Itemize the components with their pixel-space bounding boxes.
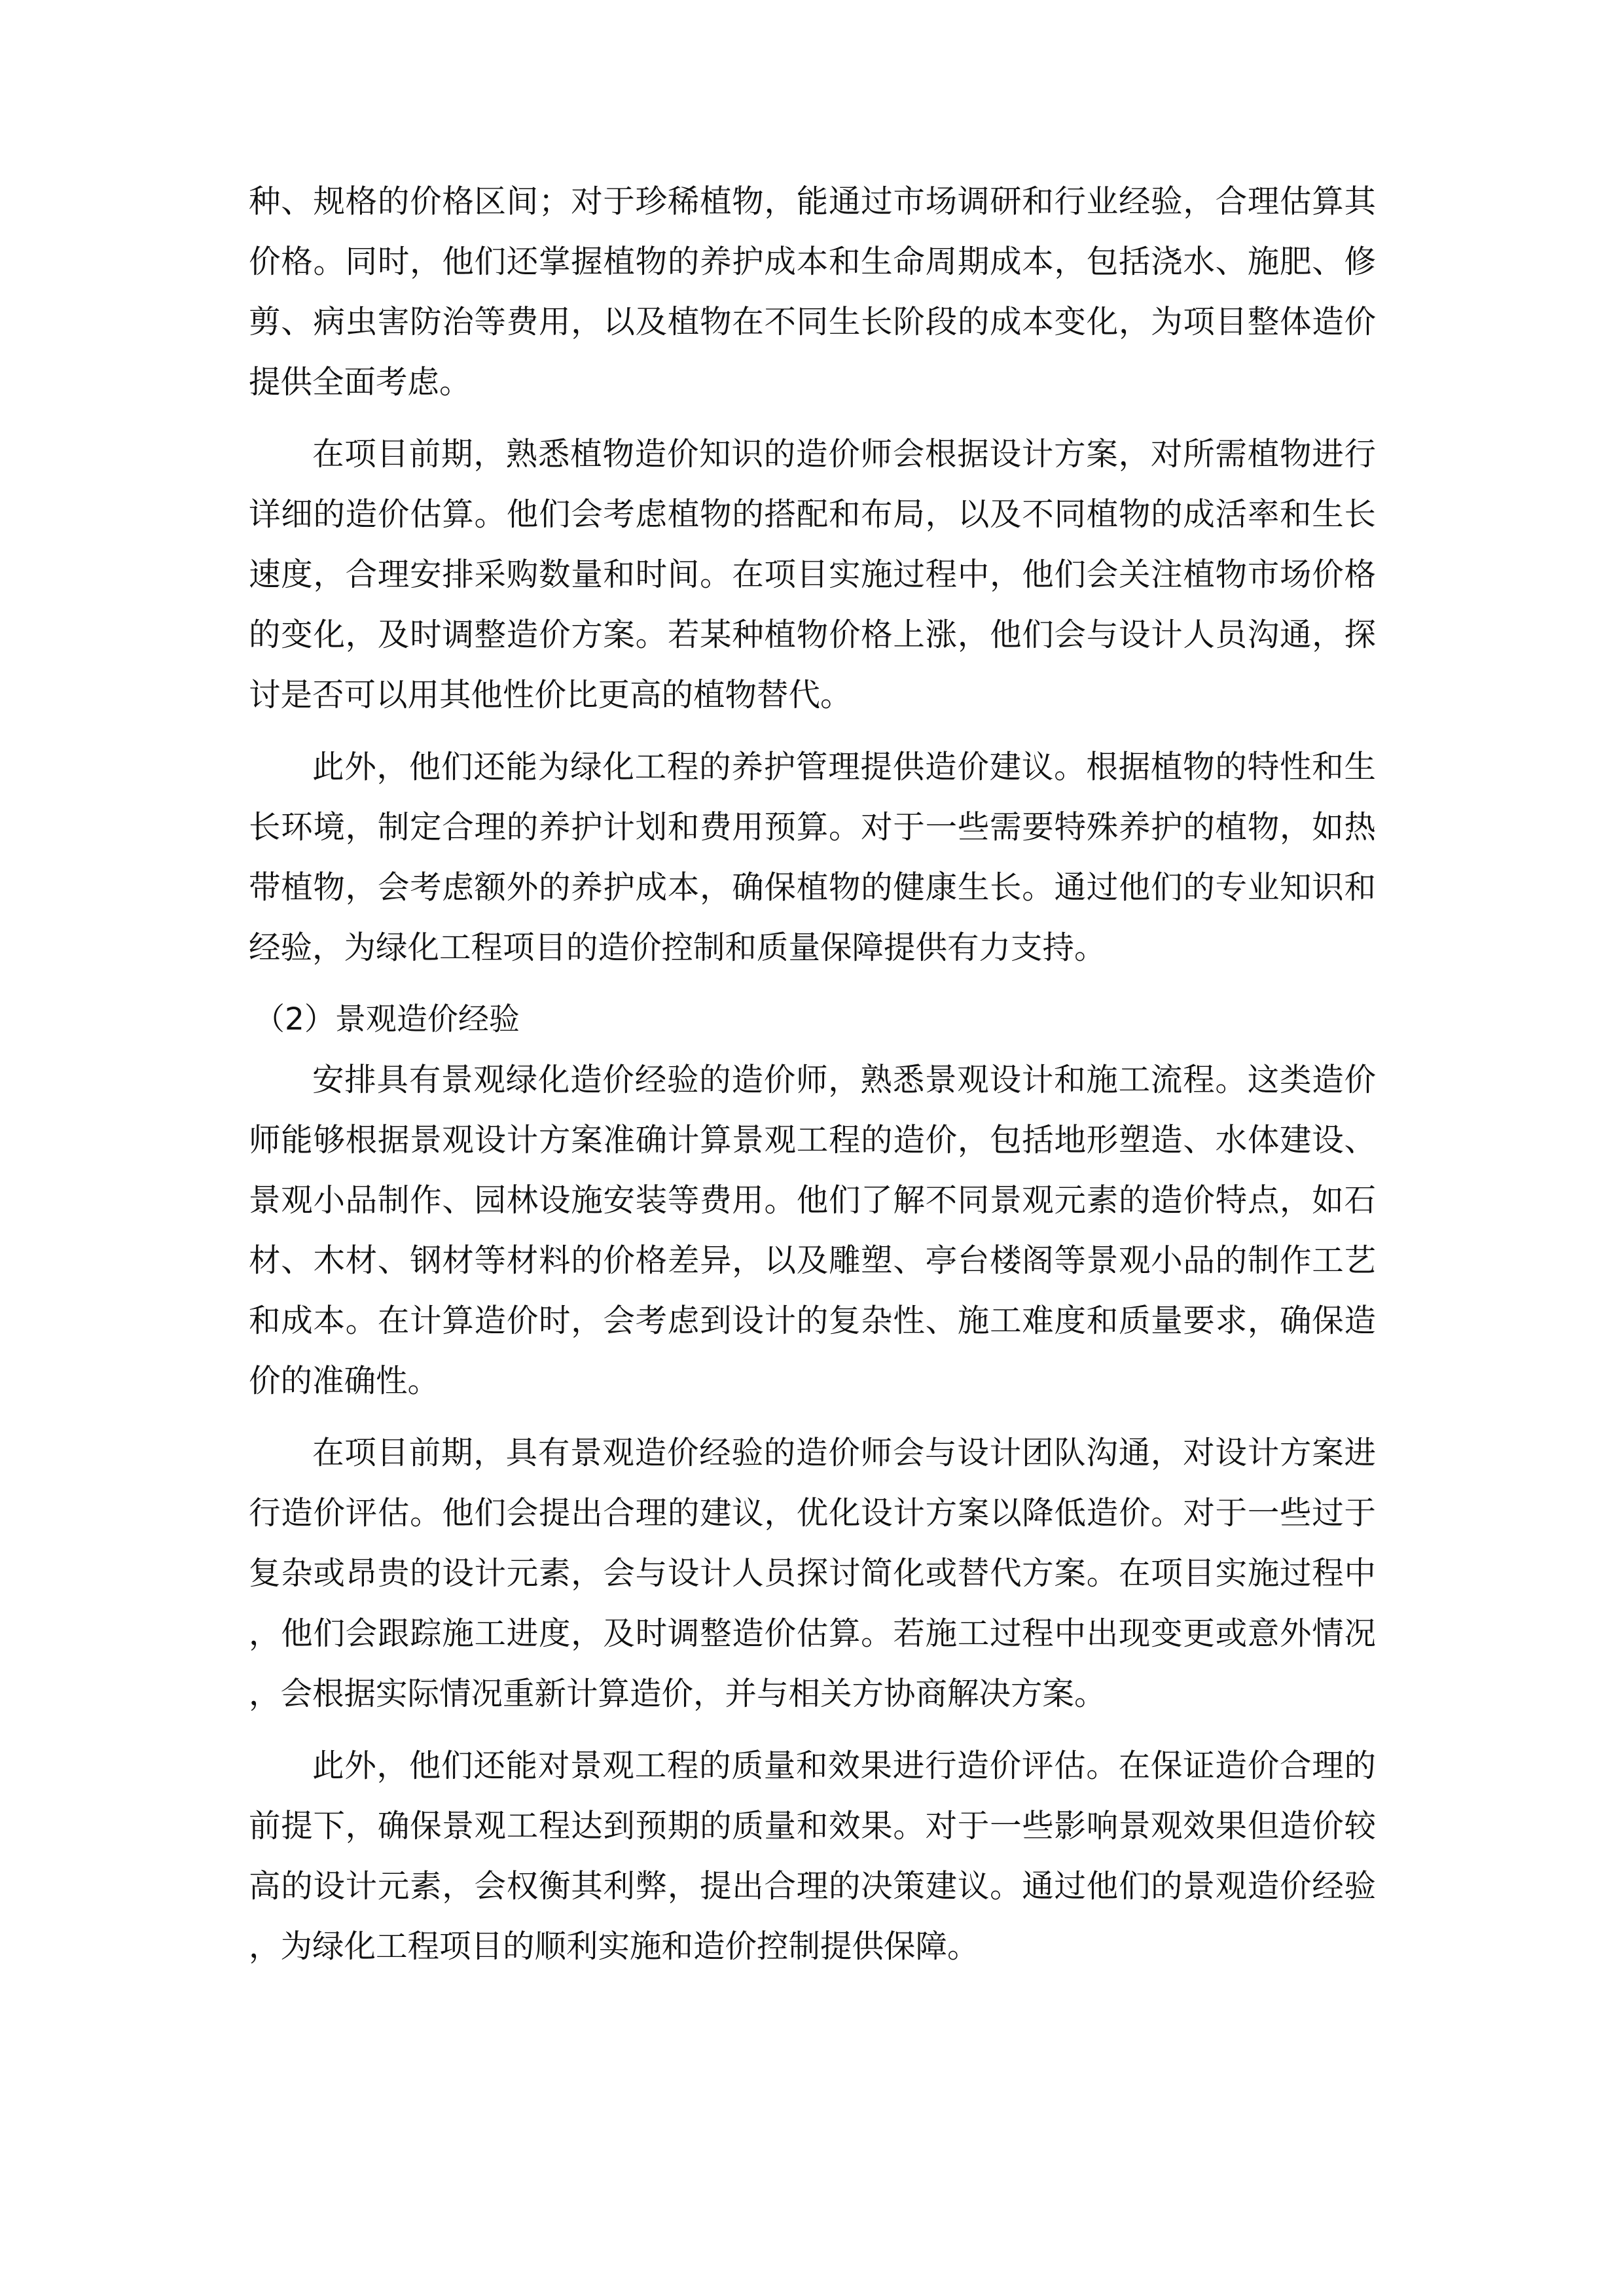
section-heading: （2）景观造价经验 <box>254 1001 520 1037</box>
paragraph-1: 种、规格的价格区间；对于珍稀植物，能通过市场调研和行业经验，合理估算其价格。同时，他们还掌握植物的养护成本和生命周期成本，包括浇水、施肥、修剪、病虫害防治等费用，以及植物在不同生长阶段的成本变化，为项目整体造价提供全面考虑。 <box>249 183 1376 401</box>
document-page <box>249 171 1376 1988</box>
paragraph-3: 此外，他们还能为绿化工程的养护管理提供造价建议。根据植物的特性和生长环境，制定合理的养护计划和费用预算。对于一些需要特殊养护的植物，如热带植物，会考虑额外的养护成本，确保植物的健康生长。通过他们的专业知识和经验，为绿化工程项目的造价控制和质量保障提供有力支持。 <box>249 749 1376 966</box>
paragraph-5: 在项目前期，具有景观造价经验的造价师会与设计团队沟通，对设计方案进行造价评估。他们会提出合理的建议，优化设计方案以降低造价。对于一些过于复杂或昂贵的设计元素，会与设计人员探讨简化或替代方案。在项目实施过程中，他们会跟踪施工进度，及时调整造价估算。若施工过程中出现变更或意外情况，会根据实际情况重新计算造价，并与相关方协商解决方案。 <box>249 1435 1376 1712</box>
paragraph-2: 在项目前期，熟悉植物造价知识的造价师会根据设计方案，对所需植物进行详细的造价估算。他们会考虑植物的搭配和布局，以及不同植物的成活率和生长速度，合理安排采购数量和时间。在项目实施过程中，他们会关注植物市场价格的变化，及时调整造价方案。若某种植物价格上涨，他们会与设计人员沟通，探讨是否可以用其他性价比更高的植物替代。 <box>249 436 1376 713</box>
paragraph-6: 此外，他们还能对景观工程的质量和效果进行造价评估。在保证造价合理的前提下，确保景观工程达到预期的质量和效果。对于一些影响景观效果但造价较高的设计元素，会权衡其利弊，提出合理的决策建议。通过他们的景观造价经验，为绿化工程项目的顺利实施和造价控制提供保障。 <box>249 1748 1376 1965</box>
paragraph-4: 安排具有景观绿化造价经验的造价师，熟悉景观设计和施工流程。这类造价师能够根据景观设计方案准确计算景观工程的造价，包括地形塑造、水体建设、景观小品制作、园林设施安装等费用。他们了解不同景观元素的造价特点，如石材、木材、钢材等材料的价格差异，以及雕塑、亭台楼阁等景观小品的制作工艺和成本。在计算造价时，会考虑到设计的复杂性、施工难度和质量要求，确保造价的准确性。 <box>249 1062 1376 1399</box>
